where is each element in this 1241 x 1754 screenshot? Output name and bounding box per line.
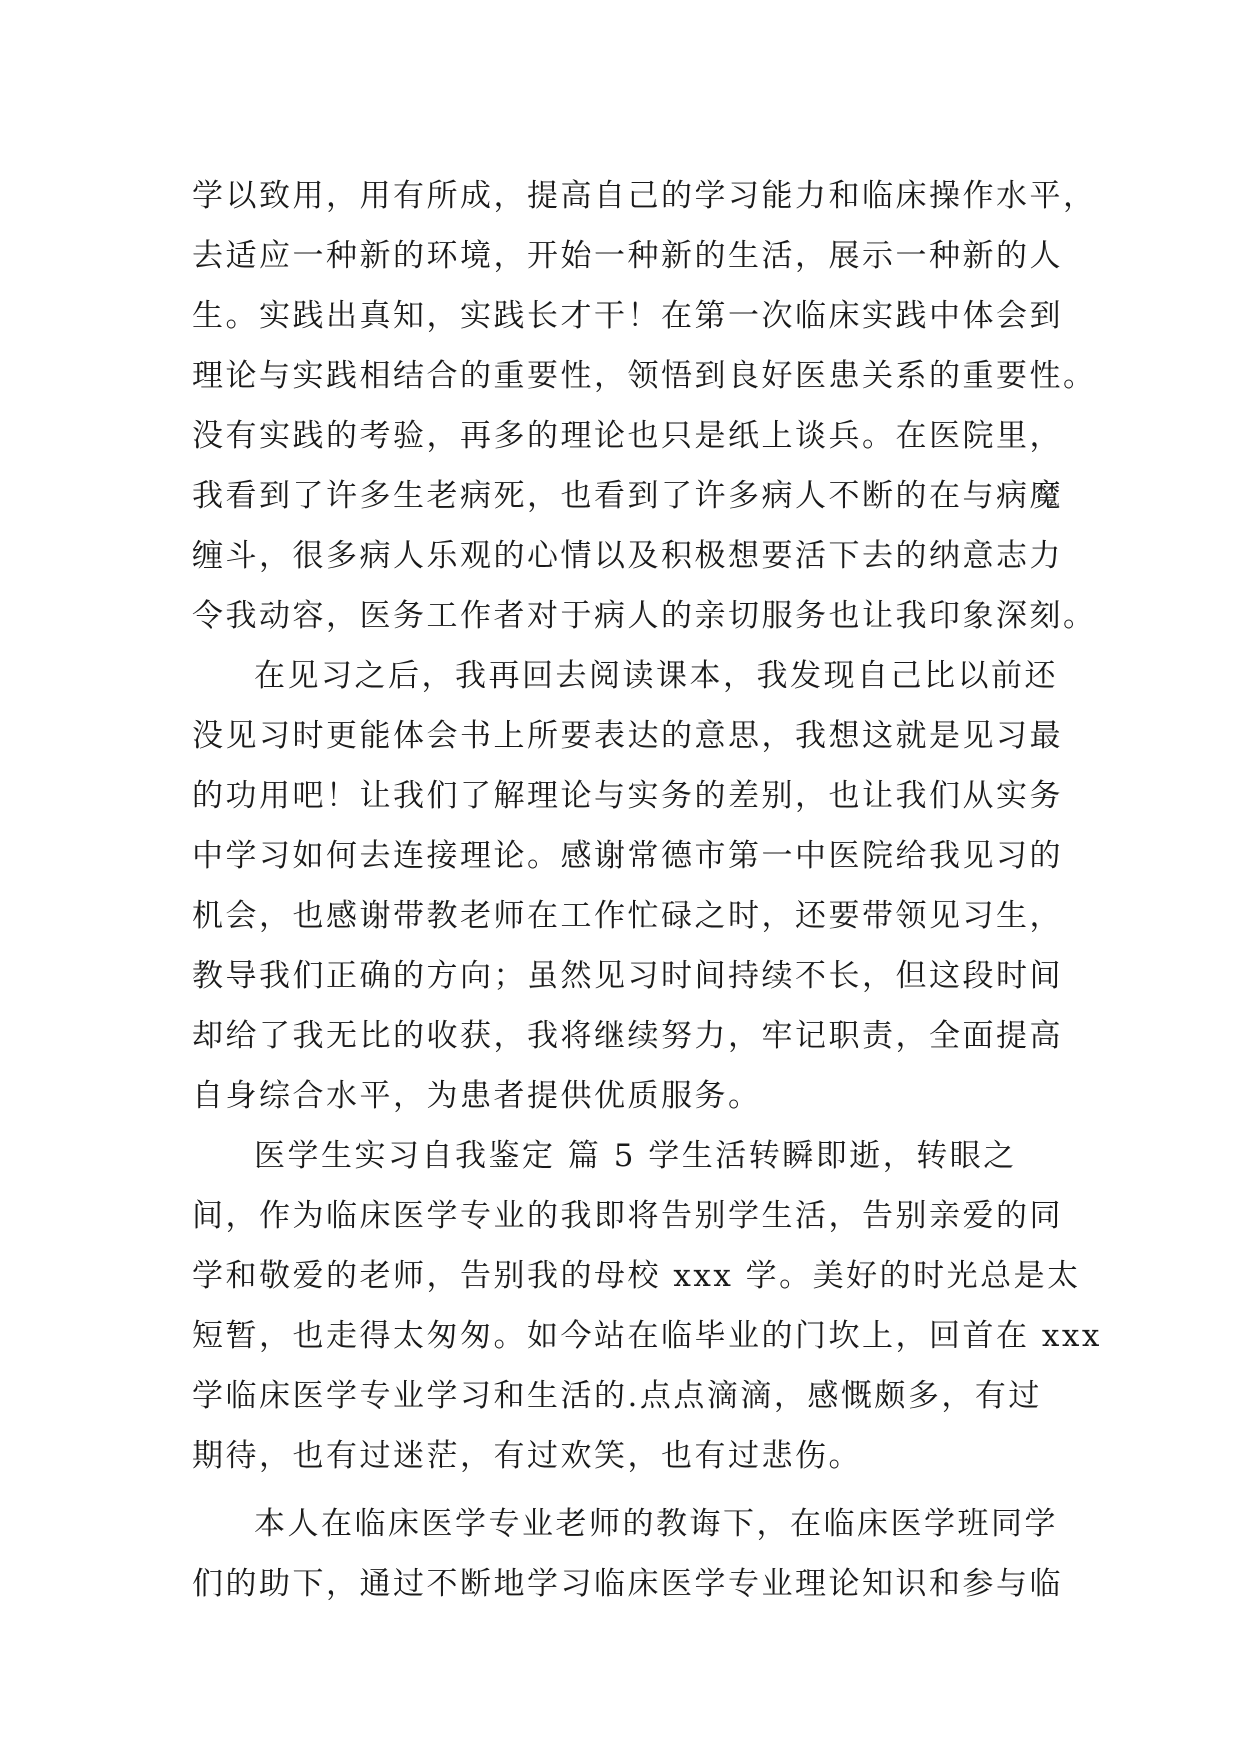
text-line: 在见习之后，我再回去阅读课本，我发现自己比以前还 [254, 658, 1058, 694]
text-line: 期待，也有过迷茫，有过欢笑，也有过悲伤。 [192, 1438, 862, 1474]
text-line: 教导我们正确的方向；虽然见习时间持续不长，但这段时间 [192, 958, 1063, 994]
text-line: 间，作为临床医学专业的我即将告别学生活，告别亲爱的同 [192, 1198, 1063, 1234]
text-line: 缠斗，很多病人乐观的心情以及积极想要活下去的纳意志力 [192, 538, 1063, 574]
text-line: 没有实践的考验，再多的理论也只是纸上谈兵。在医院里， [192, 418, 1063, 454]
text-line: 却给了我无比的收获，我将继续努力，牢记职责，全面提高 [192, 1018, 1063, 1054]
text-line: 本人在临床医学专业老师的教诲下，在临床医学班同学 [254, 1506, 1058, 1542]
text-line: 理论与实践相结合的重要性，领悟到良好医患关系的重要性。 [192, 358, 1097, 394]
paragraph-spacer [192, 1486, 1052, 1494]
text-line: 短暂，也走得太匆匆。如今站在临毕业的门坎上，回首在 xxx [192, 1318, 1102, 1354]
text-line: 的功用吧！让我们了解理论与实务的差别，也让我们从实务 [192, 778, 1063, 814]
text-line: 中学习如何去连接理论。感谢常德市第一中医院给我见习的 [192, 838, 1063, 874]
text-line: 学和敬爱的老师，告别我的母校 xxx 学。美好的时光总是太 [192, 1258, 1081, 1294]
text-line: 们的助下，通过不断地学习临床医学专业理论知识和参与临 [192, 1566, 1063, 1602]
text-line: 去适应一种新的环境，开始一种新的生活，展示一种新的人 [192, 238, 1063, 274]
text-line: 学以致用，用有所成，提高自己的学习能力和临床操作水平， [192, 178, 1097, 214]
text-line: 没见习时更能体会书上所要表达的意思，我想这就是见习最 [192, 718, 1063, 754]
text-line: 我看到了许多生老病死，也看到了许多病人不断的在与病魔 [192, 478, 1063, 514]
document-body [192, 166, 1102, 1614]
section-heading-line: 医学生实习自我鉴定 篇 5 学生活转瞬即逝，转眼之 [254, 1138, 1017, 1174]
text-line: 自身综合水平，为患者提供优质服务。 [192, 1078, 762, 1114]
text-line: 学临床医学专业学习和生活的.点点滴滴，感慨颇多，有过 [192, 1378, 1042, 1414]
text-line: 机会，也感谢带教老师在工作忙碌之时，还要带领见习生， [192, 898, 1063, 934]
text-line: 生。实践出真知，实践长才干！在第一次临床实践中体会到 [192, 298, 1063, 334]
text-line: 令我动容，医务工作者对于病人的亲切服务也让我印象深刻。 [192, 598, 1097, 634]
